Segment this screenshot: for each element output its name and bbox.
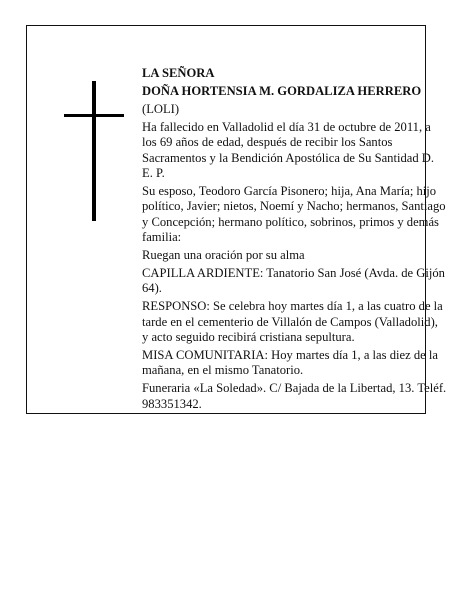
prayer-request: Ruegan una oración por su alma [142,247,305,262]
cross-horizontal-bar [64,114,124,117]
mass-info: MISA COMUNITARIA: Hoy martes día 1, a las diez de la mañana, en el mismo Tanatorio. [142,347,438,378]
obituary-notice [26,25,447,414]
cross-vertical-bar [92,81,96,221]
deceased-nickname: (LOLI) [142,101,180,116]
family-list: Su esposo, Teodoro García Pisonero; hija, Ana María; hijo político, Javier; nietos, Noemí y Nacho; hermanos, Santiago y Concepción; hermano político, sobrinos, primos y demás familia: [142,183,446,245]
deceased-name: DOÑA HORTENSIA M. GORDALIZA HERRERO [142,83,422,98]
death-announcement: Ha fallecido en Valladolid el día 31 de octubre de 2011, a los 69 años de edad, después de recibir los Santos Sacramentos y la Bendición Apostólica de Su Santidad D. E. P. [142,119,435,180]
funeral-home-info: Funeraria «La Soledad». C/ Bajada de la Libertad, 13. Teléf. 983351342. [142,381,447,411]
notice-heading: LA SEÑORA [142,66,215,80]
notice-text [142,66,447,415]
responso-info: RESPONSO: Se celebra hoy martes día 1, a las cuatro de la tarde en el cementerio de Villalón de Campos (Valladolid), y acto seguido recibirá cristiana sepultura. [142,299,443,344]
chapel-info: CAPILLA ARDIENTE: Tanatorio San José (Avda. de Gijón 64). [142,265,445,296]
